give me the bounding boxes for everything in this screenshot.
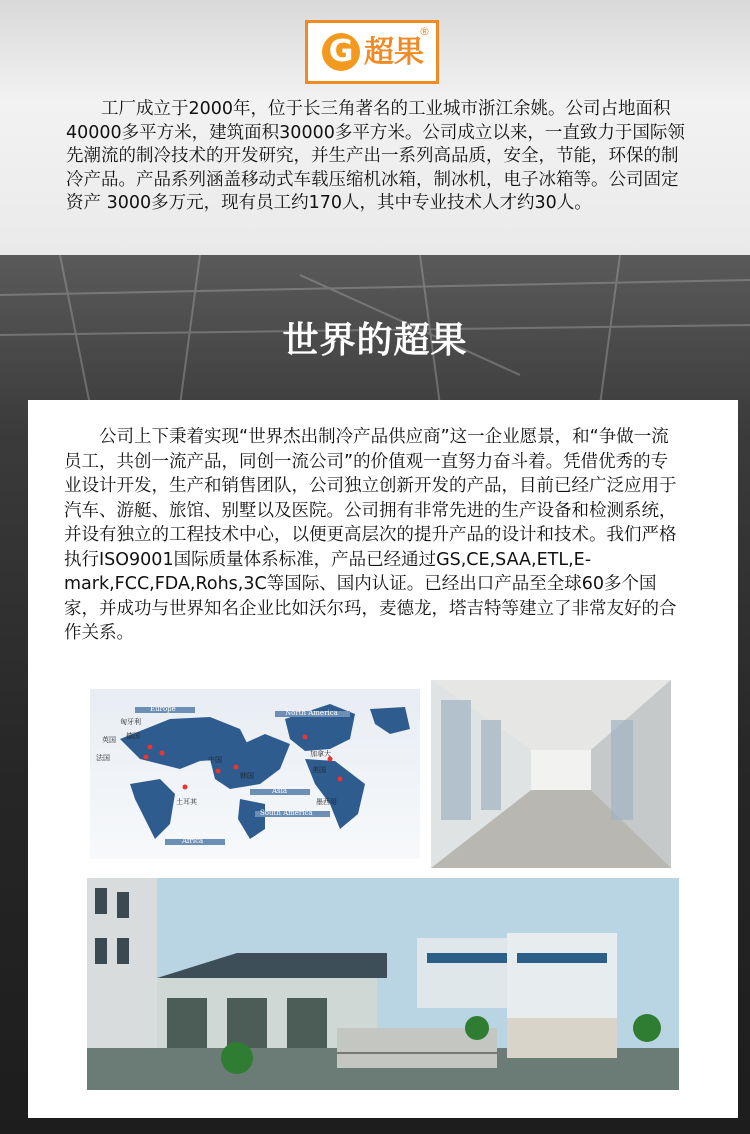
map-label-usa: 美国: [312, 766, 326, 774]
registered-mark: ®: [419, 25, 430, 38]
map-label-france: 法国: [96, 754, 110, 762]
map-label-uk: 英国: [102, 736, 116, 744]
map-label-hungary: 匈牙利: [120, 718, 141, 726]
intro-text: 工厂成立于2000年，位于长三角著名的工业城市浙江余姚。公司占地面积40000多平方米，建筑面积30000多平方米。公司成立以来，一直致力于国际领先潮流的制冷技术的开发研究，并生产出一系列高品质，安全，节能，环保的制冷产品。产品系列涵盖移动式车载压缩机冰箱，制冰机，电子冰箱等。公司固定资产 3000多万元，现有员工约170人，其中专业技术人才约30人。: [66, 99, 685, 213]
company-description: 公司上下秉着实现“世界杰出制冷产品供应商”这一企业愿景，和“争做一流员工，共创一流产品，同创一流公司”的价值观一直努力奋斗着。凭借优秀的专业设计开发，生产和销售团队，公司独立创新开发的产品，目前已经广泛应用于汽车、游艇、旅馆、别墅以及医院。公司拥有非常先进的生产设备和检测系统，并设有独立的工程技术中心，以便更高层次的提升产品的设计和技术。我们严格执行ISO9001国际质量体系标准，产品已经通过GS,CE,SAA,ETL,E-mark,FCC,FDA,Rohs,3C等国际、国内认证。已经出口产品至全球60多个国家，并成功与世界知名企业比如沃尔玛，麦德龙，塔吉特等建立了非常友好的合作关系。: [64, 427, 677, 643]
map-label-mexico: 墨西哥: [316, 798, 337, 806]
world-map-image: [90, 689, 420, 859]
map-region-europe: Europe: [150, 705, 176, 713]
map-region-south-america: South America: [260, 809, 313, 817]
map-label-korea: 韩国: [240, 772, 254, 780]
section-title: 世界的超果: [282, 320, 468, 361]
map-region-africa: Africa: [182, 837, 204, 845]
map-label-germany: 德国: [126, 732, 140, 740]
logo-g-icon: G: [322, 33, 360, 71]
map-label-china: 中国: [208, 756, 222, 764]
map-region-north-america: North America: [285, 709, 338, 717]
factory-building-photo: [87, 878, 679, 1090]
brand-logo: [305, 20, 439, 84]
map-region-asia: Asia: [272, 787, 288, 795]
map-label-turkey: 土耳其: [176, 798, 197, 806]
office-corridor-photo: [431, 680, 671, 868]
map-label-canada: 加拿大: [310, 750, 331, 758]
logo-name: 超果: [364, 35, 424, 70]
